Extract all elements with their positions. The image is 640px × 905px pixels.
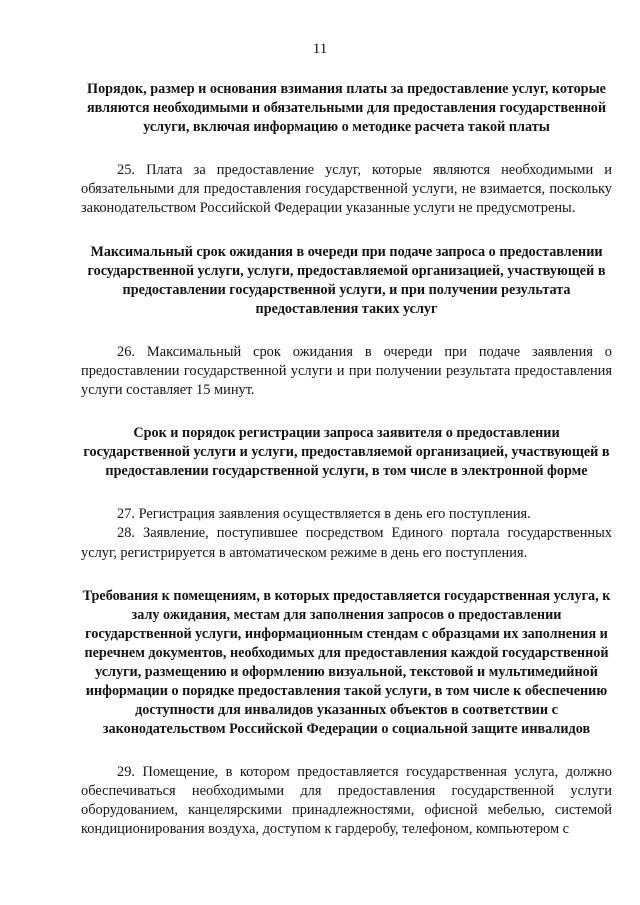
- document-body: [81, 80, 612, 840]
- paragraph-27: 27. Регистрация заявления осуществляется в день его поступления.: [117, 506, 531, 523]
- section-heading-premises-requirements: Требования к помещениям, в которых предоставляется государственная услуга, к залу ожидания, местам для заполнения запросов о предоставлении государственной услуги, информационным стендам с образцами их заполнения и перечнем документов, необходимых для предоставления каждой государственной услуги, размещению и оформлению визуальной, текстовой и мультимедийной информации о порядке предоставления такой услуги, в том числе к обеспечению доступности для инвалидов указанных объектов в соответствии с законодательством Российской Федерации о социальной защите инвалидов: [82, 587, 611, 737]
- section-heading-registration: Срок и порядок регистрации запроса заявителя о предоставлении государственной услуги и услуги, предоставляемой организацией, участвующей в предоставлении государственной услуги, в том числе в электронной форме: [83, 425, 610, 480]
- section-heading-queue-time: Максимальный срок ожидания в очереди при подаче запроса о предоставлении государственной услуги, услуги, предоставляемой организацией, участвующей в предоставлении государственной услуги, и при получении результата предоставления таких услуг: [87, 243, 606, 317]
- paragraph-26: 26. Максимальный срок ожидания в очереди при подаче заявления о предоставлении государственной услуги и при получении результата предоставления услуги составляет 15 минут.: [81, 343, 612, 399]
- paragraph-25: 25. Плата за предоставление услуг, которые являются необходимыми и обязательными для предоставления государственной услуги, не взимается, поскольку законодательством Российской Федерации указанные услуги не предусмотрены.: [81, 162, 612, 217]
- section-heading-fees: Порядок, размер и основания взимания платы за предоставление услуг, которые являются необходимыми и обязательными для предоставления государственной услуги, включая информацию о методике расчета такой платы: [86, 81, 607, 135]
- paragraph-29: 29. Помещение, в котором предоставляется государственная услуга, должно обеспечиваться необходимыми для предоставления государственной услуги оборудованием, канцелярскими принадлежностями, офисной мебелью, системой кондиционирования воздуха, доступом к гардеробу, телефоном, компьютером с: [81, 763, 612, 838]
- paragraph-28: 28. Заявление, поступившее посредством Единого портала государственных услуг, регистрируется в автоматическом режиме в день его поступления.: [81, 525, 612, 561]
- page-number: 11: [312, 41, 328, 57]
